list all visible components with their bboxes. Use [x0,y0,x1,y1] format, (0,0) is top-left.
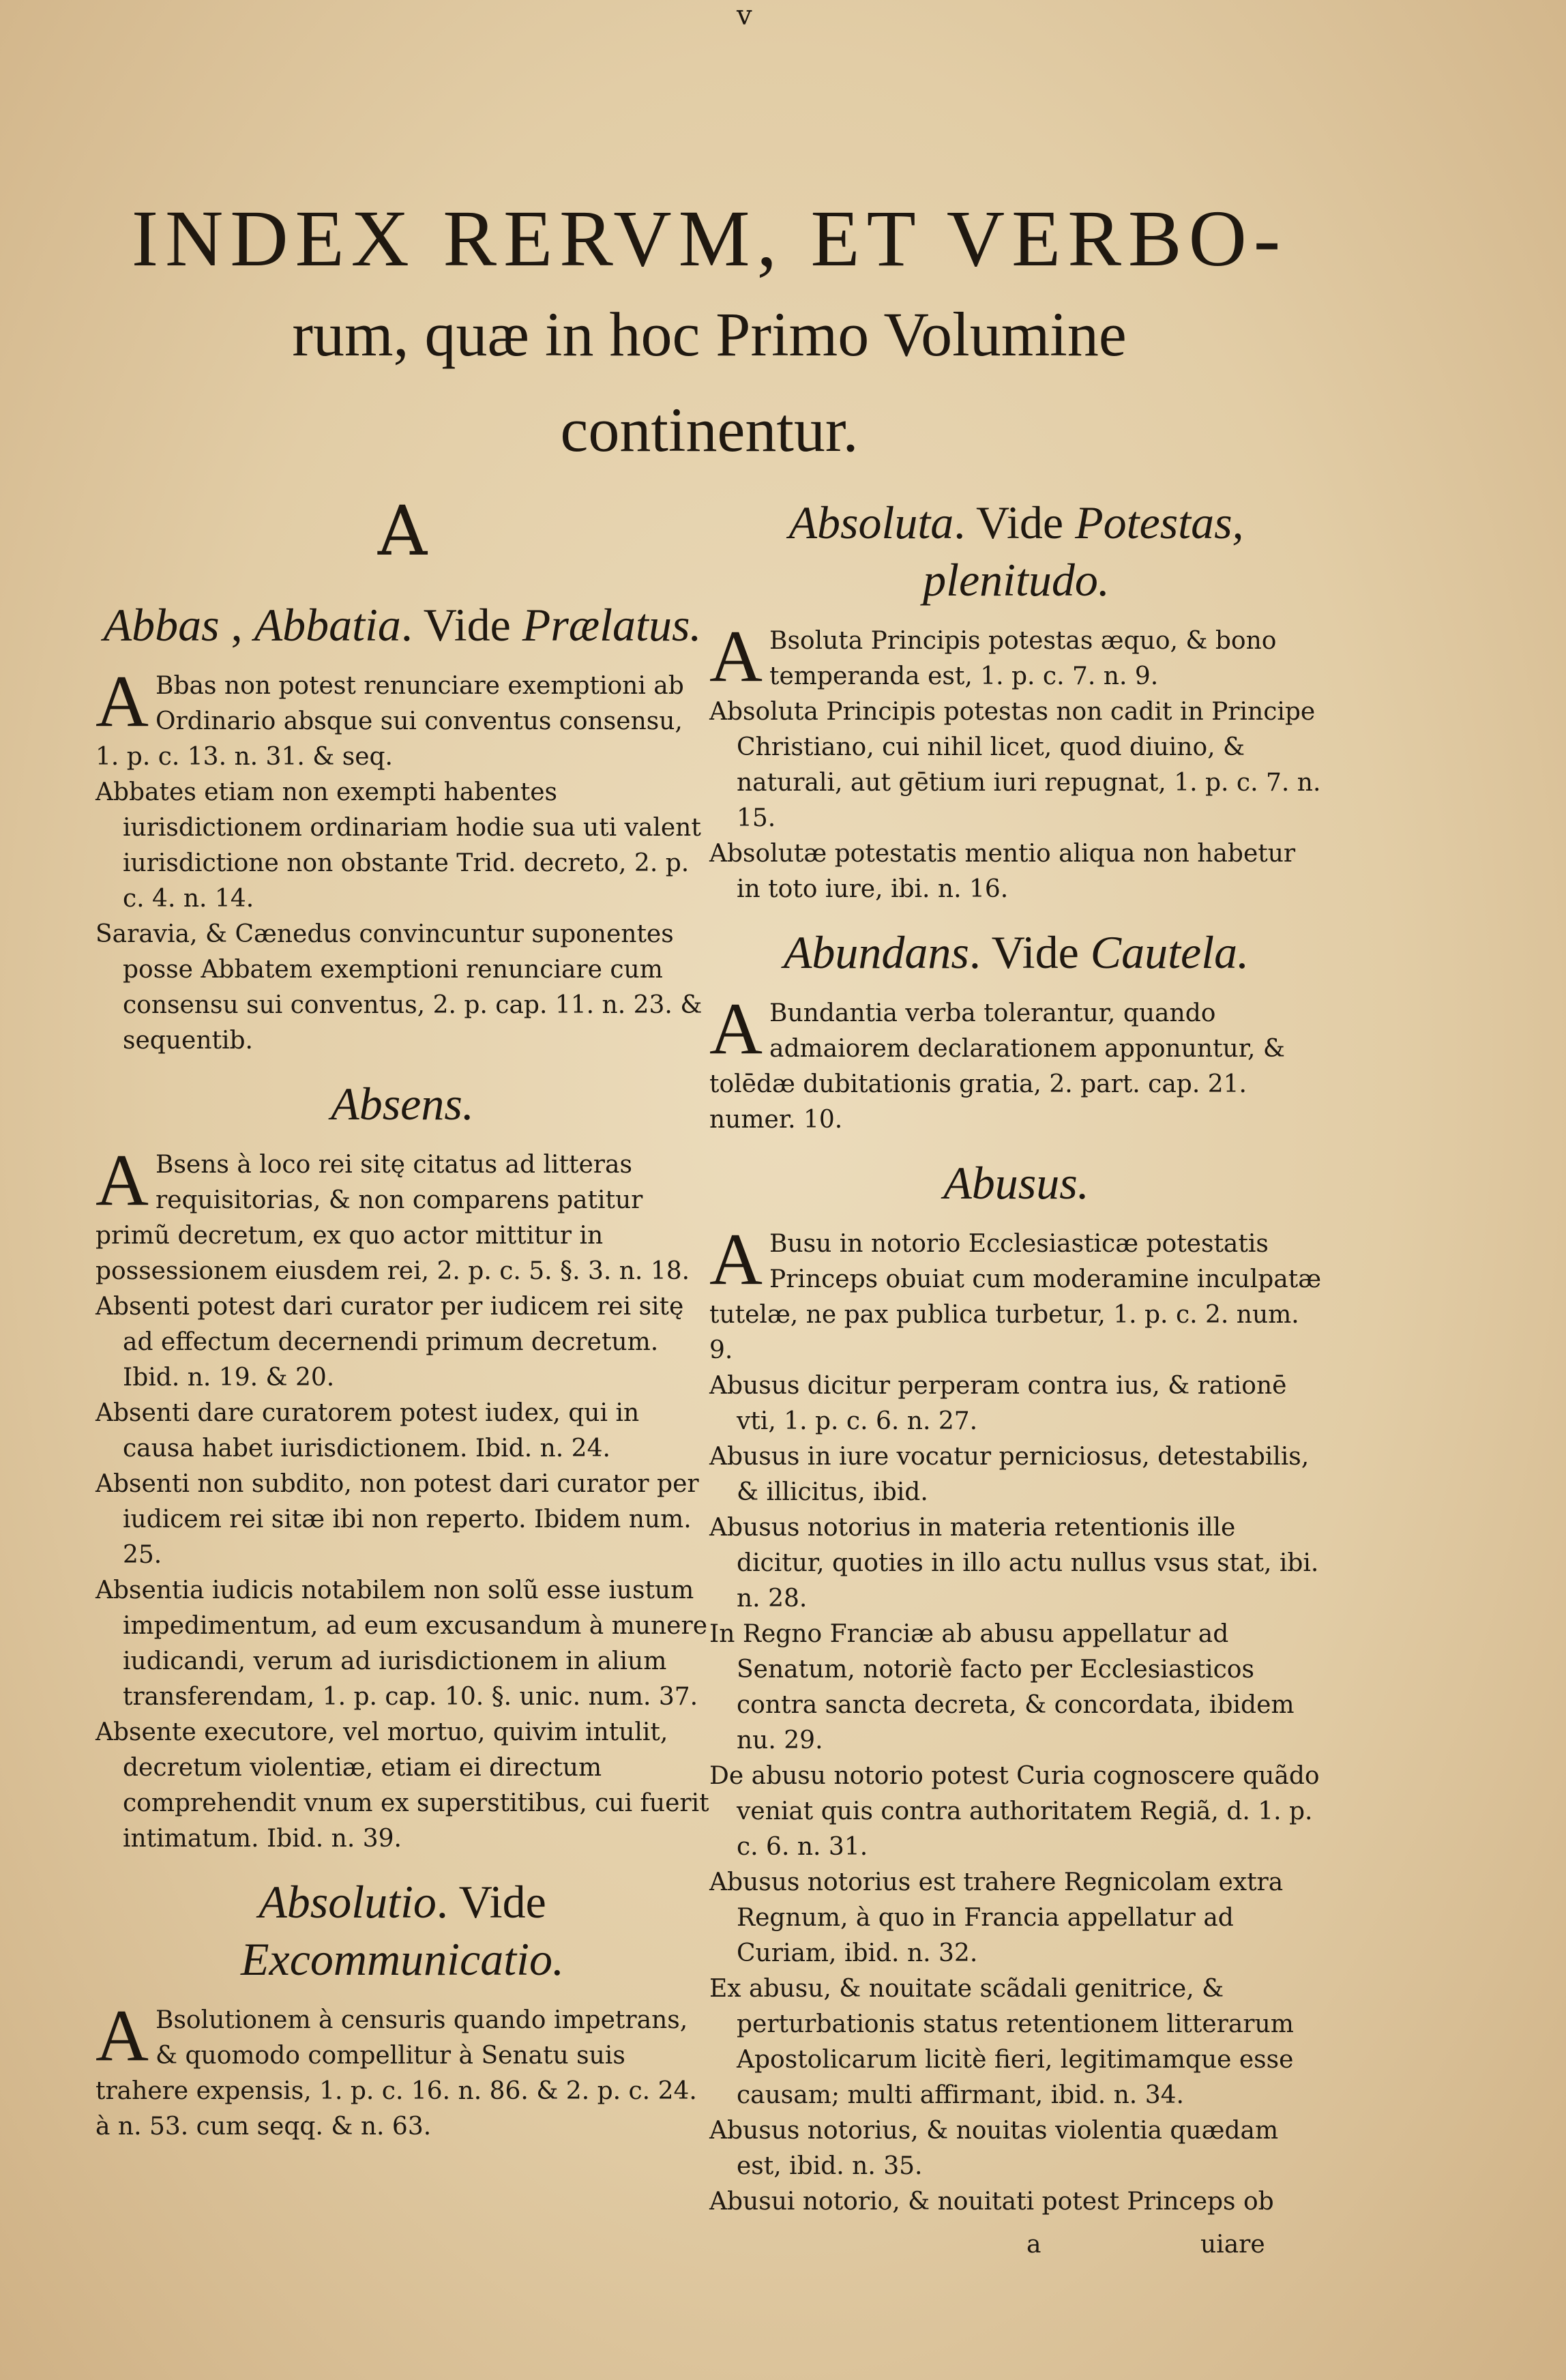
heading-term: Abbatia [254,599,401,651]
signature-letter: a [1026,2231,1041,2259]
index-entry: Absentia iudicis notabilem non solũ esse iustum impedimentum, ad eum excusandum à munere iudicandi, verum ad iurisdictionem in alium transferendam, 1. p. cap. 10. §. unic. num. 37. [95,1576,708,1711]
left-column [95,478,709,2145]
index-entry [709,1219,1323,1368]
index-entry: Abbates etiam non exempti habentes iurisdictionem ordinariam hodie sua uti valent iurisdictione non obstante Trid. decreto, 2. p. c. 4. n. 14. [95,778,701,913]
drop-cap: A [709,616,763,697]
index-entry [95,661,709,775]
page-title [95,191,1323,478]
heading-vide: . Vide [969,926,1091,978]
index-entry: Absente executore, vel mortuo, quivim intulit, decretum violentiæ, etiam ei directum comprehendit vnum ex superstitibus, cui fuerit intimatum. Ibid. n. 39. [95,1718,709,1853]
entry-text: Bundantia verba tolerantur, quando admaiorem declarationem apponuntur, & tolēdæ dubitationis gratia, 2. part. cap. 21. numer. 10. [709,999,1285,1134]
title-line-3: continentur. [560,395,859,465]
title-line-1: INDEX RERVM, ET VERBO- [131,194,1288,283]
entry-text: Bsens à loco rei sitę citatus ad litteras requisitorias, & non comparens patitur primũ decretum, ex quo actor mittitur in possessionem eiusdem rei, 2. p. c. 5. §. 3. n. 18. [95,1151,690,1285]
heading-reference: Potestas, plenitudo. [923,497,1244,606]
heading-term: Absolutio [258,1876,437,1928]
heading-term: Absoluta [788,497,954,548]
index-entry: In Regno Franciæ ab abusu appellatur ad Senatum, notoriè facto per Ecclesiasticos contra sancta decreta, & concordata, ibidem nu. 29. [709,1620,1295,1754]
index-entry: Abusus notorius in materia retentionis ille dicitur, quoties in illo actu nullus vsus stat, ibi. n. 28. [709,1514,1319,1613]
entry-text: Bsolutionem à censuris quando impetrans, & quomodo compellitur à Senatu suis trahere expensis, 1. p. c. 16. n. 86. & 2. p. c. 24. à n. 53. cum seqq. & n. 63. [95,2006,697,2141]
heading-abusus: Abusus. [943,1157,1089,1209]
heading-vide: . Vide [954,497,1076,548]
drop-cap: A [709,1219,763,1300]
index-entry [709,988,1323,1138]
index-entry: Abusui notorio, & nouitati potest Princeps ob [709,2188,1274,2216]
heading-abundans [709,924,1323,981]
index-entry [95,1995,709,2145]
drop-cap: A [95,661,149,742]
index-entry: Absenti non subdito, non potest dari curator per iudicem rei sitæ ibi non reperto. Ibidem num. 25. [95,1470,699,1569]
section-letter: A [377,491,428,571]
drop-cap: A [95,1140,149,1221]
heading-absolutio [95,1873,709,1988]
right-column [709,478,1323,2220]
index-entry: Abusus in iure vocatur perniciosus, detestabilis, & illicitus, ibid. [709,1443,1310,1506]
index-entry [95,1140,709,1289]
heading-absoluta [709,494,1323,608]
index-entry: De abusu notorio potest Curia cognoscere quãdo veniat quis contra authoritatem Regiã, d. 1. p. c. 6. n. 31. [709,1762,1320,1861]
index-entry [709,616,1323,697]
heading-reference: Cautela. [1090,926,1250,978]
drop-cap: A [709,988,763,1070]
heading-absens: Absens. [331,1078,474,1130]
heading-vide: . Vide [400,599,522,651]
heading-term: Abbas [103,599,220,651]
index-entry: Saravia, & Cænedus convincuntur suponentes posse Abbatem exemptioni renunciare cum consensu sui conventus, 2. p. cap. 11. n. 23. & sequentib. [95,920,703,1055]
heading-reference: Prælatus. [522,599,702,651]
catchword: uiare [1200,2231,1265,2259]
index-entry: Abusus notorius est trahere Regnicolam extra Regnum, à quo in Francia appellatur ad Curiam, ibid. n. 32. [709,1868,1284,1967]
heading-term: Abundans [783,926,969,978]
index-entry: Abusus dicitur perperam contra ius, & rationē vti, 1. p. c. 6. n. 27. [709,1372,1287,1435]
heading-reference: Excommunicatio. [241,1933,564,1985]
entry-text: Bsoluta Principis potestas æquo, & bono temperanda est, 1. p. c. 7. n. 9. [769,627,1277,690]
index-entry: Absenti dare curatorem potest iudex, qui in causa habet iurisdictionem. Ibid. n. 24. [95,1399,640,1463]
title-line-2: rum, quæ in hoc Primo Volumine [292,299,1127,369]
heading-vide: . Vide [436,1876,546,1928]
index-entry: Ex abusu, & nouitate scãdali genitrice, & perturbationis status retentionem litterarum Apostolicarum licitè fieri, legitimamque esse causam; multi affirmant, ibid. n. 34. [709,1975,1294,2109]
drop-cap: A [95,1995,149,2076]
entry-text: Bbas non potest renunciare exemptioni ab Ordinario absque sui conventus consensu, 1. p. c. 13. n. 31. & seq. [95,672,684,771]
heading-abbas [95,596,709,653]
heading-separator: , [219,599,254,651]
index-entry: Abusus notorius, & nouitas violentia quædam est, ibid. n. 35. [709,2117,1279,2180]
index-entry: Absolutæ potestatis mentio aliqua non habetur in toto iure, ibi. n. 16. [709,840,1296,903]
index-entry: Absenti potest dari curator per iudicem rei sitę ad effectum decernendi primum decretum. Ibid. n. 19. & 20. [95,1293,684,1392]
signature-mark: v [737,0,752,31]
entry-text: Busu in notorio Ecclesiasticæ potestatis Princeps obuiat cum moderamine inculpatæ tutelæ, ne pax publica turbetur, 1. p. c. 2. num. 9. [709,1230,1322,1364]
index-entry: Absoluta Principis potestas non cadit in Principe Christiano, cui nihil licet, quod diuino, & naturali, aut gētium iuri repugnat, 1. p. c. 7. n. 15. [709,698,1321,832]
